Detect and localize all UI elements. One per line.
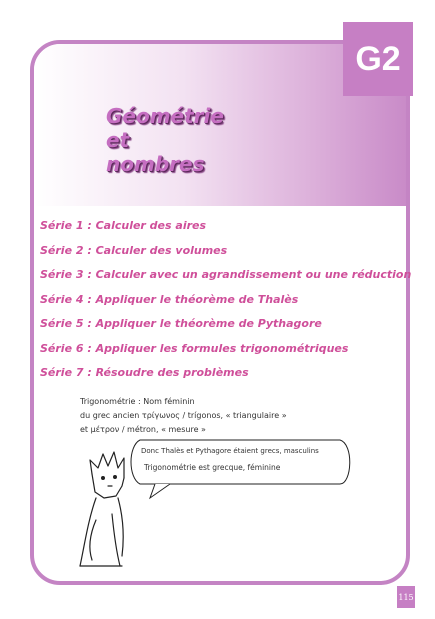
series-item-2[interactable]: Série 2 : Calculer des volumes <box>40 243 228 257</box>
series-item-5[interactable]: Série 5 : Appliquer le théorème de Pythagore <box>40 317 322 330</box>
definition-line-2: du grec ancien τρίγωνος / trígonos, « triangulaire » <box>80 411 287 420</box>
series-item-6[interactable]: Série 6 : Appliquer les formules trigonométriques <box>40 341 349 355</box>
character-icon <box>80 452 124 566</box>
title-line-3: nombres <box>106 152 205 176</box>
speech-line-2: Trigonométrie est grecque, féminine <box>144 463 281 472</box>
speech-line-1: Donc Thalès et Pythagore étaient grecs, masculins <box>141 447 319 455</box>
chapter-badge: G2 <box>343 22 413 96</box>
speech-bubble-tail <box>150 484 170 498</box>
series-item-3[interactable]: Série 3 : Calculer avec un agrandissement ou une réduction <box>40 268 412 281</box>
series-item-7[interactable]: Série 7 : Résoudre des problèmes <box>40 366 249 379</box>
definition-line-1: Trigonométrie : Nom féminin <box>80 397 195 406</box>
title-line-1: Géométrie <box>106 104 224 128</box>
series-item-4[interactable]: Série 4 : Appliquer le théorème de Thalès <box>40 292 299 306</box>
series-item-1[interactable]: Série 1 : Calculer des aires <box>40 219 207 232</box>
definition-line-3: et μέτρον / métron, « mesure » <box>80 425 206 434</box>
title-line-2: et <box>106 128 130 152</box>
page-number: 115 <box>397 586 415 608</box>
